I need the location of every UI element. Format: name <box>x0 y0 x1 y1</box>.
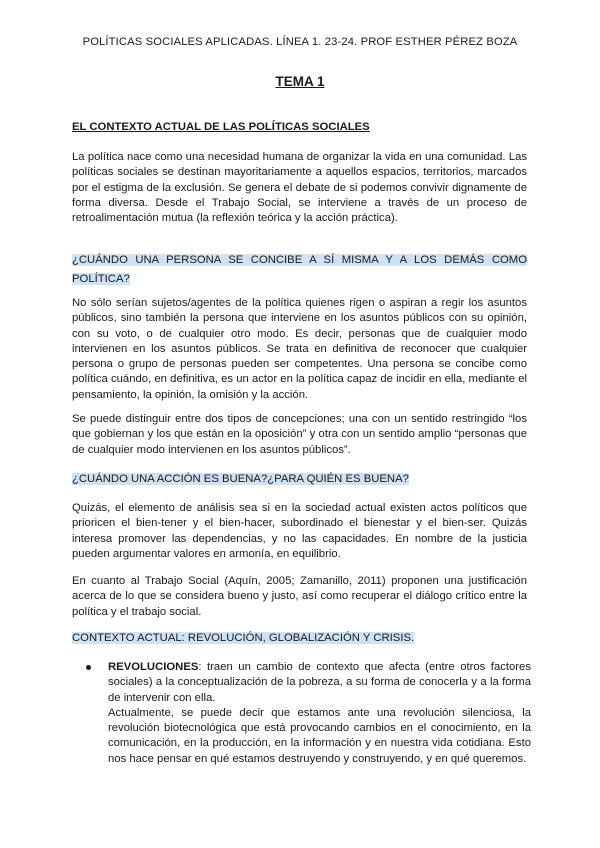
bullet-item <box>108 660 531 767</box>
heading-question-2 <box>72 472 409 488</box>
bullet-list <box>86 660 531 767</box>
heading-question-1 <box>72 250 527 287</box>
section-title: EL CONTEXTO ACTUAL DE LAS POLÍTICAS SOCIALES <box>72 121 370 133</box>
heading-question-1-text: ¿CUÁNDO UNA PERSONA SE CONCIBE A SÍ MISMA Y A LOS DEMÁS COMO POLÍTICA? <box>72 254 527 285</box>
heading-question-2-text: ¿CUÁNDO UNA ACCIÓN ES BUENA?¿PARA QUIÉN ES BUENA? <box>72 473 409 485</box>
bullet-first-paragraph <box>108 660 531 706</box>
question-1-paragraph-2: Se puede distinguir entre dos tipos de concepciones; una con un sentido restringido “los que gobiernan y los que están en la oposición” y otra con un sentido amplio “personas que de cualquier modo intervienen en los asuntos públicos”. <box>72 413 527 456</box>
intro-paragraph: La política nace como una necesidad humana de organizar la vida en una comunidad. Las políticas sociales se destinan mayoritariamente a aquellos espacios, territorios, marcados por el estigma de la exclusión. Se genera el debate de si podemos convivir dignamente de forma diversa. Desde el Trabajo Social, se interviene a través de un proceso de retroalimentación mutua (la reflexión teórica y la acción práctica). <box>72 151 527 225</box>
question-2-paragraph: Quizás, el elemento de análisis sea si en la sociedad actual existen actos políticos que prioricen el bien-tener y el bien-hacer, subordinado el bienestar y el bien-ser. Quizás interesa promover las dependencias, y no las capacidades. En nombre de la justicia pueden argumentar valores en armonía, en equilibrio. <box>72 502 527 560</box>
question-2-paragraph-2: En cuanto al Trabajo Social (Aquín, 2005; Zamanillo, 2011) proponen una justificación acerca de lo que se considera bueno y justo, así como recuperar el diálogo crítico entre la política y el trabajo social. <box>72 575 527 618</box>
bullet-second-paragraph: Actualmente, se puede decir que estamos ante una revolución silenciosa, la revolución biotecnológica que está provocando cambios en el conocimiento, en la comunicación, en la producción, en la información y en nuestra vida cotidiana. Esto nos hace pensar en qué estamos destruyendo y construyendo, y en qué queremos. <box>108 706 531 765</box>
page-header: POLÍTICAS SOCIALES APLICADAS. LÍNEA 1. 23-24. PROF ESTHER PÉREZ BOZA <box>82 36 518 48</box>
heading-context <box>72 631 414 647</box>
page-title: TEMA 1 <box>275 74 325 89</box>
bullet-text: : traen un cambio de contexto que afecta (entre otros factores sociales) a la conceptualización de la pobreza, a su forma de conocerla y a la forma de intervenir con ella. <box>108 661 531 704</box>
bullet-dot-icon <box>86 665 91 670</box>
heading-context-text: CONTEXTO ACTUAL: REVOLUCIÓN, GLOBALIZACIÓN Y CRISIS. <box>72 632 415 644</box>
bullet-term: REVOLUCIONES <box>108 661 199 673</box>
question-1-paragraph: No sólo serían sujetos/agentes de la política quienes rigen o aspiran a regir los asuntos públicos, sino también la persona que interviene en los asuntos públicos con su opinión, con su voto, o de cualquier otro modo. Es decir, personas que de cualquier modo intervienen en los asuntos públicos. Se trata en definitiva de reconocer que cualquier persona o grupo de personas pueden ser competentes. Una persona se concibe como política cuándo, en definitiva, es un actor en la política capaz de incidir en ella, mediante el pensamiento, la opinión, la omisión y la acción. <box>72 297 527 401</box>
